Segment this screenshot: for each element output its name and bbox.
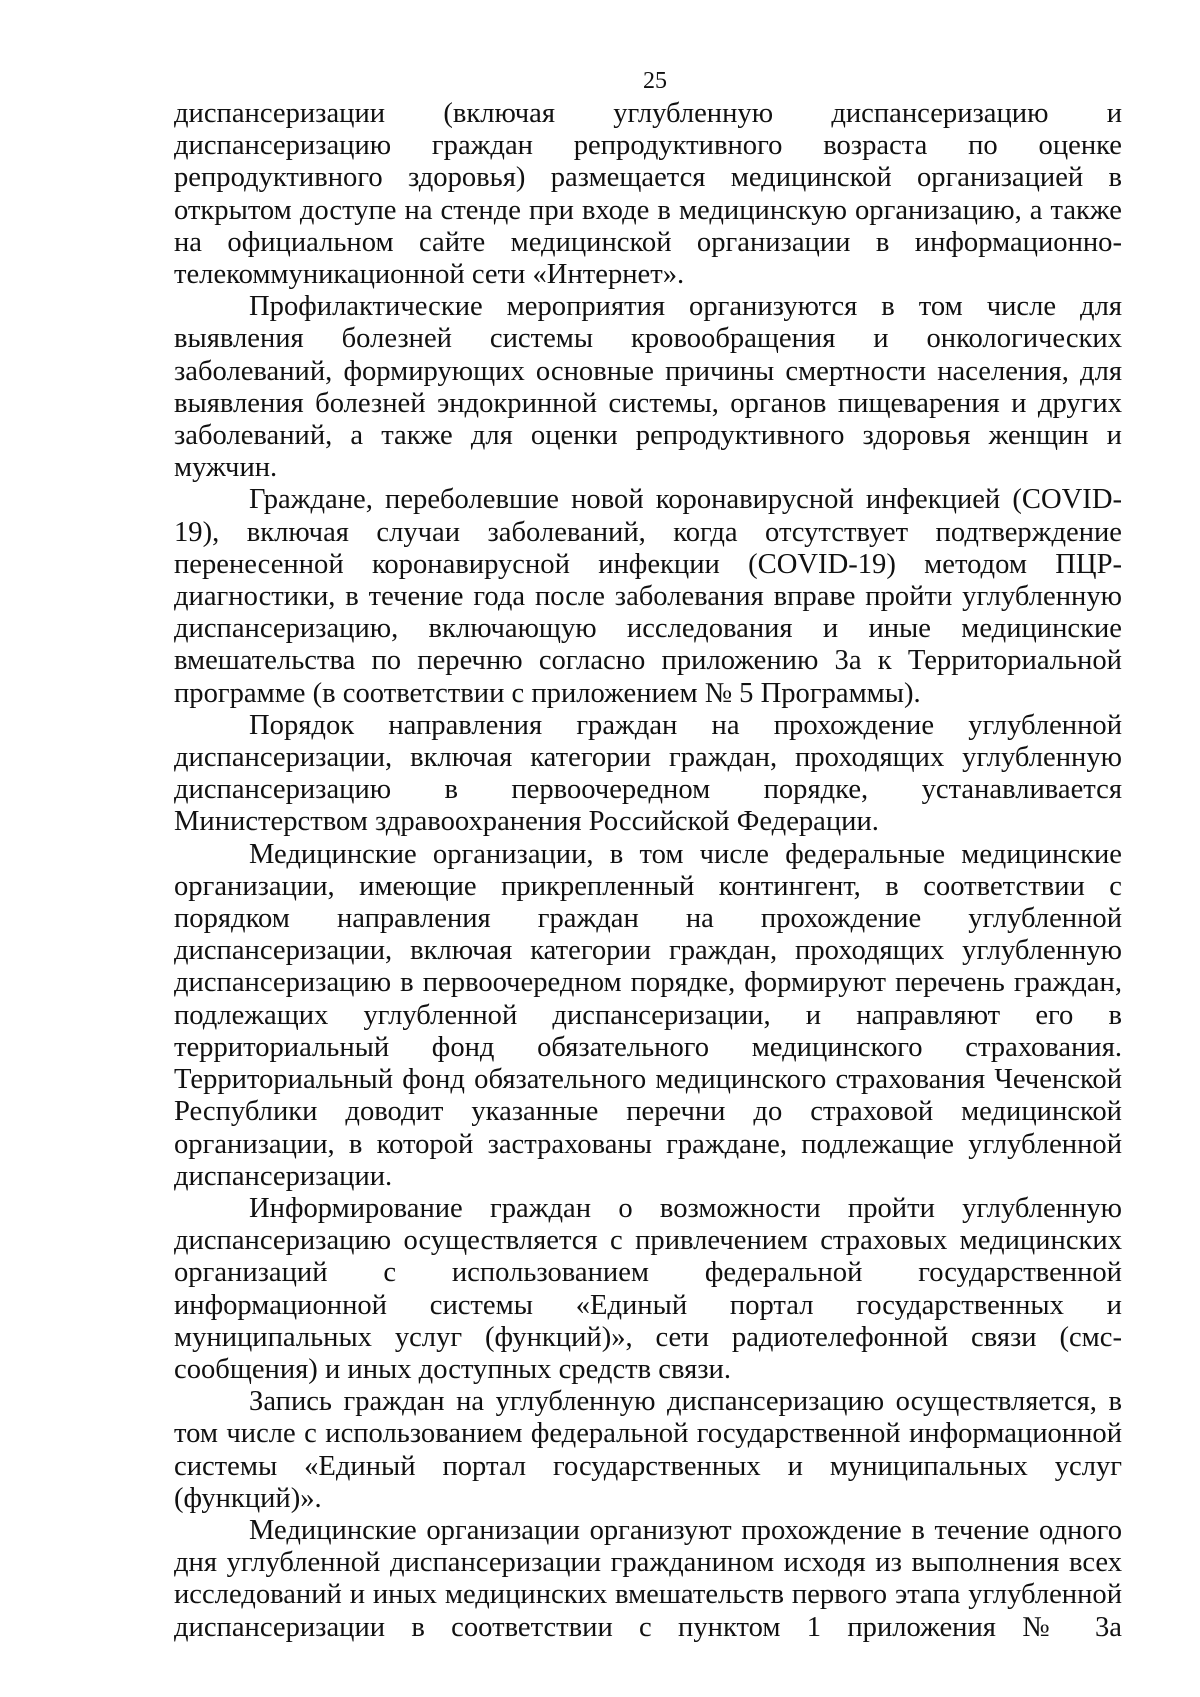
document-body (174, 98, 1122, 1644)
paragraph-covid-recovered: Граждане, переболевшие новой коронавирусной инфекцией (COVID-19), включая случаи заболеваний, когда отсутствует подтверждение перенесенной коронавирусной инфекции (COVID-19) методом ПЦР-диагностики, в течение года после заболевания вправе пройти углубленную диспансеризацию, включающую исследования и иные медицинские вмешательства по перечню согласно приложению 3а к Территориальной программе (в соответствии с приложением № 5 Программы). (174, 484, 1122, 709)
paragraph-medical-organizations-lists: Медицинские организации, в том числе федеральные медицинские организации, имеющие прикрепленный контингент, в соответствии с порядком направления граждан на прохождение углубленной диспансеризации, включая категории граждан, проходящих углубленную диспансеризацию в первоочередном порядке, формируют перечень граждан, подлежащих углубленной диспансеризации, и направляют его в территориальный фонд обязательного медицинского страхования. Территориальный фонд обязательного медицинского страхования Чеченской Республики доводит указанные перечни до страховой медицинской организации, в которой застрахованы граждане, подлежащие углубленной диспансеризации. (174, 838, 1122, 1192)
paragraph-continued: диспансеризации (включая углубленную диспансеризацию и диспансеризацию граждан репродуктивного возраста по оценке репродуктивного здоровья) размещается медицинской организацией в открытом доступе на стенде при входе в медицинскую организацию, а также на официальном сайте медицинской организации в информационно-телекоммуникационной сети «Интернет». (174, 98, 1122, 291)
paragraph-appointment-booking: Запись граждан на углубленную диспансеризацию осуществляется, в том числе с использованием федеральной государственной информационной системы «Единый портал государственных и муниципальных услуг (функций)». (174, 1386, 1122, 1514)
paragraph-referral-procedure: Порядок направления граждан на прохождение углубленной диспансеризации, включая категории граждан, проходящих углубленную диспансеризацию в первоочередном порядке, устанавливается Министерством здравоохранения Российской Федерации. (174, 709, 1122, 838)
paragraph-preventive-measures: Профилактические мероприятия организуются в том числе для выявления болезней системы кровообращения и онкологических заболеваний, формирующих основные причины смертности населения, для выявления болезней эндокринной системы, органов пищеварения и других заболеваний, а также для оценки репродуктивного здоровья женщин и мужчин. (174, 291, 1122, 484)
page-number: 25 (643, 68, 667, 94)
paragraph-one-day-examination: Медицинские организации организуют прохождение в течение одного дня углубленной диспансеризации гражданином исходя из выполнения всех исследований и иных медицинских вмешательств первого этапа углубленной диспансеризации в соответствии с пунктом 1 приложения № 3а (174, 1514, 1122, 1643)
paragraph-informing-citizens: Информирование граждан о возможности пройти углубленную диспансеризацию осуществляется с привлечением страховых медицинских организаций с использованием федеральной государственной информационной системы «Единый портал государственных и муниципальных услуг (функций)», сети радиотелефонной связи (смс-сообщения) и иных доступных средств связи. (174, 1192, 1122, 1385)
